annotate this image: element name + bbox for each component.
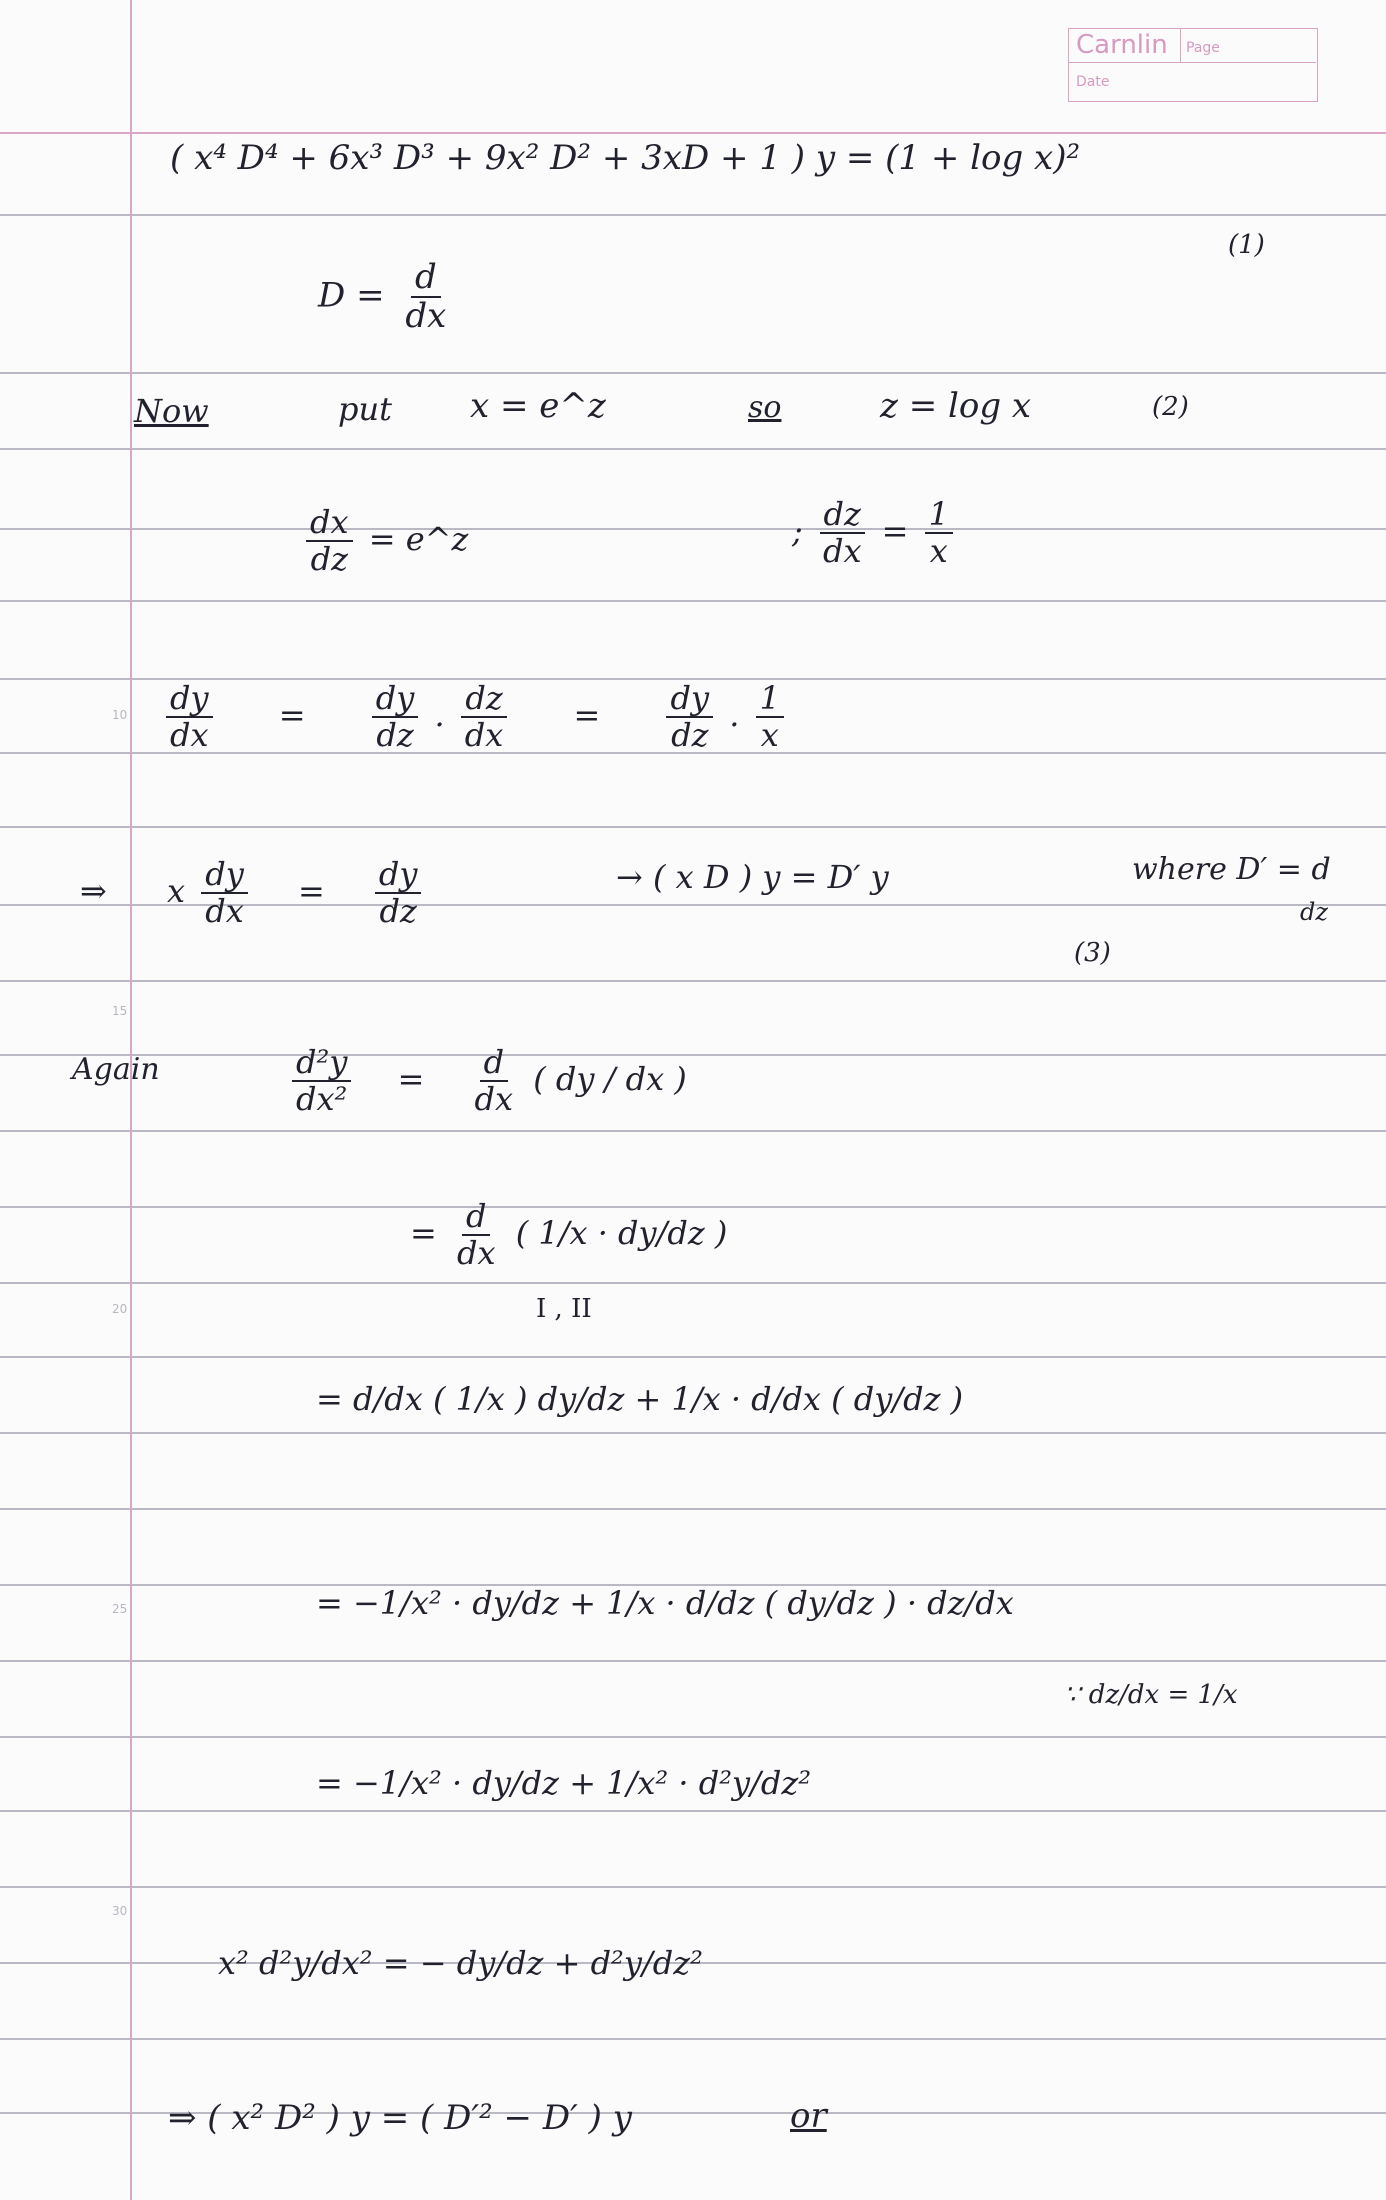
since-note: ∵ dz/dx = 1/x [1064,1680,1238,1710]
ruled-line [0,1356,1386,1358]
equation-line-1: ( x⁴ D⁴ + 6x³ D³ + 9x² D² + 3xD + 1 ) y = (1 + log x)² [170,138,1081,178]
numerator: dy [201,858,248,894]
ruled-line [0,1282,1386,1284]
fraction [819,495,866,570]
where-denominator: dz [1300,898,1329,926]
numerator: dy [372,682,419,718]
denominator: dz [671,715,709,754]
equals: = [881,511,909,550]
ruled-line [0,1810,1386,1812]
denominator: dx [405,295,447,336]
numerator: dx [306,506,353,542]
equation-ref-2: (2) [1152,392,1189,422]
inner-expression: ( 1/x · dy/dz ) [515,1213,728,1252]
header-line [0,132,1386,134]
denominator: dz [376,715,414,754]
ruled-line [0,600,1386,602]
line-number: 25 [112,1602,128,1616]
denominator: dz [379,891,417,930]
ruled-line [0,448,1386,450]
dot: . [729,695,740,734]
numerator: d²y [292,1046,351,1082]
denominator: x [929,531,948,570]
brand-divider [1068,62,1316,63]
fraction [461,679,508,754]
ruled-line [0,214,1386,216]
dot: . [434,695,445,734]
ruled-line [0,1432,1386,1434]
so-label: so [748,390,782,425]
numerator: dy [375,858,422,894]
semicolon: ; [792,511,803,550]
product-rule-marks: I , II [536,1294,592,1324]
ruled-line [0,528,1386,530]
numerator: d [480,1046,508,1082]
denominator: dx [170,715,209,754]
ruled-line [0,2038,1386,2040]
implies-symbol: ⇒ [80,871,107,910]
now-label: Now [134,392,209,430]
relation-rhs: = e^z [368,519,469,558]
fraction [306,503,353,578]
numerator: dy [666,682,713,718]
substitution: x = e^z [470,386,606,426]
x-factor: x [166,871,186,910]
fraction [166,679,213,754]
denominator: dx [464,715,504,754]
numerator: 1 [925,498,953,534]
fraction [372,679,419,754]
denominator: dx [205,891,244,930]
numerator: dy [166,682,213,718]
fraction [201,855,248,930]
equals: = [397,1059,425,1098]
page-label: Page [1186,40,1220,56]
ruled-line [0,1130,1386,1132]
simplified-line: = −1/x² · dy/dz + 1/x² · d²y/dz² [316,1764,812,1802]
ruled-line [0,372,1386,374]
dz-dx-relation [792,495,959,570]
numerator: d [411,260,441,298]
operator-definition [318,257,456,336]
operator-identity: → ( x D ) y = D′ y [616,858,889,896]
brand-separator [1180,28,1181,62]
ruled-line [0,980,1386,982]
equals: = [297,871,325,910]
fraction [453,1197,500,1272]
ruled-line [0,826,1386,828]
numerator: d [462,1200,490,1236]
denominator: dz [310,539,348,578]
equals: = [410,1213,437,1252]
fraction [471,1043,518,1118]
equals: = [278,695,306,734]
ruled-line [0,1054,1386,1056]
result-line: x² d²y/dx² = − dy/dz + d²y/dz² [218,1944,703,1982]
put-label: put [338,390,392,428]
or-label: or [790,2096,827,2136]
fraction [756,679,784,754]
fraction [925,495,953,570]
equation-ref-3: (3) [1074,938,1111,968]
second-derivative-line [286,1043,687,1118]
fraction [292,1043,351,1118]
numerator: 1 [756,682,784,718]
inner-expression: ( dy / dx ) [533,1059,687,1098]
numerator: dz [820,498,865,534]
product-rule-line: = d/dx ( 1/x ) dy/dz + 1/x · d/dx ( dy/dz ) [316,1380,964,1418]
denominator: dx [822,531,862,570]
fraction [666,679,713,754]
chain-rule-line [160,679,790,754]
denominator: dx [456,1233,496,1272]
date-label: Date [1076,74,1110,90]
fraction [401,257,450,336]
derivative-line: = −1/x² · dy/dz + 1/x · d/dz ( dy/dz ) · dz/dx [316,1584,1014,1622]
line-number: 30 [112,1904,128,1918]
z-definition: z = log x [880,386,1032,426]
final-operator-line: ⇒ ( x² D² ) y = ( D′² − D′ ) y [168,2098,632,2138]
denominator: dx [474,1079,514,1118]
ruled-line [0,1508,1386,1510]
line-number: 15 [112,1004,128,1018]
brand-logo: Carnlin [1076,30,1168,60]
again-label: Again [72,1052,160,1087]
fraction [375,855,422,930]
line-number: 20 [112,1302,128,1316]
equation-ref-1: (1) [1228,230,1265,260]
equals: = [573,695,601,734]
operator-lhs: D = [318,275,385,316]
denominator: dx² [296,1079,348,1118]
where-note: where D′ = d [1132,852,1331,887]
ruled-line [0,1886,1386,1888]
implies-line [80,855,427,930]
expanded-line [410,1197,728,1272]
dx-dz-relation [300,503,469,578]
line-number: 10 [112,708,128,722]
numerator: dz [461,682,506,718]
ruled-line [0,1660,1386,1662]
denominator: x [760,715,779,754]
ruled-line [0,1736,1386,1738]
margin-line [130,0,132,2200]
